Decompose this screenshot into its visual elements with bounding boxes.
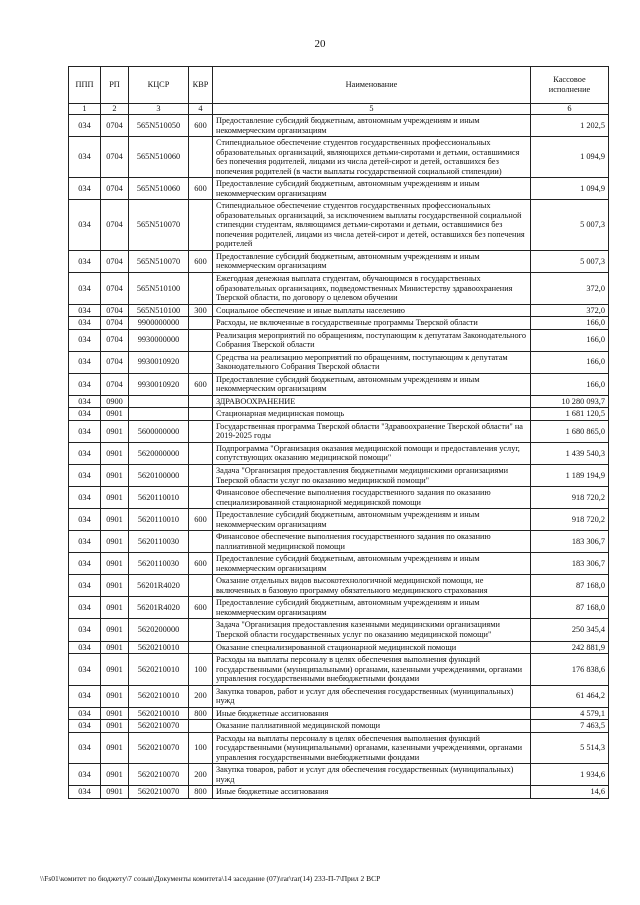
column-number-row	[69, 104, 609, 115]
cell-rp: 0704	[101, 178, 129, 200]
cell-ppp: 034	[69, 317, 101, 330]
cell-kcsr: 565N510070	[129, 200, 189, 251]
cell-ppp: 034	[69, 720, 101, 733]
cell-amount: 87 168,0	[531, 575, 609, 597]
cell-kvr	[189, 575, 213, 597]
cell-kvr	[189, 395, 213, 408]
cell-rp: 0901	[101, 720, 129, 733]
cell-kvr	[189, 720, 213, 733]
cell-rp: 0704	[101, 329, 129, 351]
cell-amount: 1 681 120,5	[531, 408, 609, 421]
cell-name: Закупка товаров, работ и услуг для обеспечения государственных (муниципальных) нужд	[213, 685, 531, 707]
cell-amount: 10 280 093,7	[531, 395, 609, 408]
cell-amount: 61 464,2	[531, 685, 609, 707]
cell-rp: 0901	[101, 509, 129, 531]
cell-rp: 0901	[101, 764, 129, 786]
cell-kcsr: 565N510050	[129, 115, 189, 137]
cell-kcsr: 5620100000	[129, 465, 189, 487]
cell-amount: 1 680 865,0	[531, 420, 609, 442]
cell-kcsr: 5620210010	[129, 707, 189, 720]
cell-kcsr: 5620110010	[129, 509, 189, 531]
cell-ppp: 034	[69, 575, 101, 597]
cell-ppp: 034	[69, 553, 101, 575]
table-row	[69, 487, 609, 509]
cell-amount: 166,0	[531, 351, 609, 373]
cell-ppp: 034	[69, 764, 101, 786]
cell-kcsr: 565N510100	[129, 304, 189, 317]
cell-name: Расходы, не включенные в государственные программы Тверской области	[213, 317, 531, 330]
table-row	[69, 250, 609, 272]
cell-rp: 0901	[101, 654, 129, 686]
cell-ppp: 034	[69, 786, 101, 799]
cell-kvr	[189, 200, 213, 251]
cell-amount: 176 838,6	[531, 654, 609, 686]
cell-name: Задача "Организация предоставления казенными медицинскими организациями Тверской области государственных услуг по оказанию медицинской помощи"	[213, 619, 531, 641]
table-row	[69, 531, 609, 553]
cell-ppp: 034	[69, 641, 101, 654]
cell-rp: 0901	[101, 465, 129, 487]
cell-kvr: 600	[189, 597, 213, 619]
cell-kvr	[189, 329, 213, 351]
cell-name: Подпрограмма "Организация оказания медицинской помощи и предоставления услуг, сопутствующих оказанию медицинской помощи"	[213, 442, 531, 464]
table-row	[69, 329, 609, 351]
cell-kcsr	[129, 408, 189, 421]
cell-kvr: 200	[189, 764, 213, 786]
cell-kvr	[189, 619, 213, 641]
col-header-name: Наименование	[213, 67, 531, 104]
table-row	[69, 509, 609, 531]
cell-name: Предоставление субсидий бюджетным, автономным учреждениям и иным некоммерческим организациям	[213, 509, 531, 531]
cell-kvr: 600	[189, 178, 213, 200]
cell-ppp: 034	[69, 272, 101, 304]
cell-amount: 1 202,5	[531, 115, 609, 137]
table-row	[69, 786, 609, 799]
cell-rp: 0901	[101, 732, 129, 764]
cell-ppp: 034	[69, 707, 101, 720]
cell-kcsr: 56201R4020	[129, 575, 189, 597]
column-number: 4	[189, 104, 213, 115]
cell-name: Финансовое обеспечение выполнения государственного задания по оказанию специализированной стационарной медицинской помощи	[213, 487, 531, 509]
cell-name: Задача "Организация предоставления бюджетными медицинскими организациями Тверской области услуг по оказанию медицинской помощи"	[213, 465, 531, 487]
cell-amount: 4 579,1	[531, 707, 609, 720]
cell-kcsr: 5620110010	[129, 487, 189, 509]
cell-kvr	[189, 442, 213, 464]
cell-ppp: 034	[69, 597, 101, 619]
cell-amount: 14,6	[531, 786, 609, 799]
table-row	[69, 597, 609, 619]
cell-rp: 0901	[101, 597, 129, 619]
table-row	[69, 395, 609, 408]
cell-kvr: 600	[189, 373, 213, 395]
table-row	[69, 137, 609, 178]
cell-kvr: 300	[189, 304, 213, 317]
cell-ppp: 034	[69, 487, 101, 509]
table-row	[69, 575, 609, 597]
cell-kcsr: 9930010920	[129, 351, 189, 373]
cell-name: Расходы на выплаты персоналу в целях обеспечения выполнения функций государственными (муниципальными) органами, казенными учреждениями, органами управления государственными внебюджетными фондами	[213, 654, 531, 686]
cell-amount: 1 934,6	[531, 764, 609, 786]
cell-rp: 0704	[101, 317, 129, 330]
cell-name: Средства на реализацию мероприятий по обращениям, поступающим к депутатам Законодательного Собрания Тверской области	[213, 351, 531, 373]
cell-amount: 1 094,9	[531, 178, 609, 200]
table-row	[69, 707, 609, 720]
cell-kcsr: 5620210010	[129, 641, 189, 654]
cell-rp: 0901	[101, 575, 129, 597]
cell-name: Социальное обеспечение и иные выплаты населению	[213, 304, 531, 317]
cell-rp: 0901	[101, 553, 129, 575]
cell-kvr: 800	[189, 707, 213, 720]
cell-rp: 0901	[101, 487, 129, 509]
cell-kcsr: 5620200000	[129, 619, 189, 641]
cell-rp: 0704	[101, 272, 129, 304]
cell-kvr	[189, 531, 213, 553]
cell-ppp: 034	[69, 329, 101, 351]
cell-kvr: 600	[189, 250, 213, 272]
cell-ppp: 034	[69, 395, 101, 408]
cell-amount: 250 345,4	[531, 619, 609, 641]
cell-amount: 1 094,9	[531, 137, 609, 178]
cell-amount: 183 306,7	[531, 531, 609, 553]
table-row	[69, 619, 609, 641]
cell-name: Стипендиальное обеспечение студентов государственных профессиональных образовательных организаций, за исключением выплаты государственной социальной стипендии студентам, являющимся детьми-сиротами и детьми, оставшимися без попечения родителей, лицами из числа детей-сирот и детей, оставшихся без попечения родителей	[213, 200, 531, 251]
cell-ppp: 034	[69, 654, 101, 686]
cell-rp: 0901	[101, 420, 129, 442]
cell-rp: 0901	[101, 685, 129, 707]
cell-rp: 0900	[101, 395, 129, 408]
table-row	[69, 115, 609, 137]
cell-kvr: 200	[189, 685, 213, 707]
cell-kcsr: 5620210010	[129, 685, 189, 707]
cell-amount: 87 168,0	[531, 597, 609, 619]
cell-ppp: 034	[69, 178, 101, 200]
cell-kvr	[189, 420, 213, 442]
cell-name: Стационарная медицинская помощь	[213, 408, 531, 421]
column-number: 3	[129, 104, 189, 115]
cell-ppp: 034	[69, 351, 101, 373]
cell-ppp: 034	[69, 531, 101, 553]
cell-kcsr: 5620210070	[129, 720, 189, 733]
cell-ppp: 034	[69, 408, 101, 421]
cell-rp: 0704	[101, 137, 129, 178]
table-row	[69, 465, 609, 487]
cell-kvr: 800	[189, 786, 213, 799]
cell-name: Предоставление субсидий бюджетным, автономным учреждениям и иным некоммерческим организациям	[213, 178, 531, 200]
cell-kcsr: 565N510060	[129, 137, 189, 178]
cell-kcsr: 565N510100	[129, 272, 189, 304]
column-number: 1	[69, 104, 101, 115]
cell-name: Оказание специализированной стационарной медицинской помощи	[213, 641, 531, 654]
table-row	[69, 732, 609, 764]
cell-name: Предоставление субсидий бюджетным, автономным учреждениям и иным некоммерческим организациям	[213, 373, 531, 395]
cell-rp: 0901	[101, 408, 129, 421]
cell-ppp: 034	[69, 304, 101, 317]
cell-kcsr: 9900000000	[129, 317, 189, 330]
cell-ppp: 034	[69, 619, 101, 641]
cell-ppp: 034	[69, 420, 101, 442]
cell-name: Оказание отдельных видов высокотехнологичной медицинской помощи, не включенных в базовую программу обязательного медицинского страхования	[213, 575, 531, 597]
cell-kvr: 600	[189, 553, 213, 575]
cell-amount: 1 439 540,3	[531, 442, 609, 464]
cell-ppp: 034	[69, 137, 101, 178]
column-number: 2	[101, 104, 129, 115]
table-row	[69, 685, 609, 707]
cell-kcsr: 565N510070	[129, 250, 189, 272]
table-row	[69, 420, 609, 442]
cell-kcsr: 5620110030	[129, 553, 189, 575]
cell-name: Государственная программа Тверской области "Здравоохранение Тверской области" на 2019-2025 годы	[213, 420, 531, 442]
cell-rp: 0704	[101, 200, 129, 251]
cell-rp: 0704	[101, 304, 129, 317]
cell-kvr	[189, 272, 213, 304]
col-header-rp: РП	[101, 67, 129, 104]
cell-name: Стипендиальное обеспечение студентов государственных профессиональных образовательных организаций, являющихся детьми-сиротами и детьми, оставшимися без попечения родителей, лицами из числа детей-сирот и детей, оставшихся без попечения родителей (в части выплаты государственной социальной стипендии)	[213, 137, 531, 178]
cell-name: Финансовое обеспечение выполнения государственного задания по оказанию паллиативной медицинской помощи	[213, 531, 531, 553]
table-row	[69, 178, 609, 200]
cell-kvr: 600	[189, 509, 213, 531]
cell-kcsr: 5620210010	[129, 654, 189, 686]
table-row	[69, 304, 609, 317]
cell-kvr: 100	[189, 654, 213, 686]
column-number: 6	[531, 104, 609, 115]
cell-kcsr: 5620000000	[129, 442, 189, 464]
cell-rp: 0901	[101, 641, 129, 654]
cell-amount: 5 514,3	[531, 732, 609, 764]
cell-rp: 0901	[101, 531, 129, 553]
cell-kcsr: 9930010920	[129, 373, 189, 395]
cell-kvr	[189, 317, 213, 330]
table-header-row	[69, 67, 609, 104]
cell-name: Предоставление субсидий бюджетным, автономным учреждениям и иным некоммерческим организациям	[213, 597, 531, 619]
cell-kvr	[189, 351, 213, 373]
cell-name: Иные бюджетные ассигнования	[213, 786, 531, 799]
cell-name: Расходы на выплаты персоналу в целях обеспечения выполнения функций государственными (муниципальными) органами, казенными учреждениями, органами управления государственными внебюджетными фондами	[213, 732, 531, 764]
cell-kcsr: 56201R4020	[129, 597, 189, 619]
cell-kcsr: 5600000000	[129, 420, 189, 442]
column-number: 5	[213, 104, 531, 115]
cell-kcsr: 5620210070	[129, 764, 189, 786]
cell-amount: 242 881,9	[531, 641, 609, 654]
cell-amount: 372,0	[531, 304, 609, 317]
cell-name: Иные бюджетные ассигнования	[213, 707, 531, 720]
cell-kcsr: 5620210070	[129, 786, 189, 799]
cell-kcsr: 9930000000	[129, 329, 189, 351]
table-row	[69, 442, 609, 464]
cell-rp: 0704	[101, 115, 129, 137]
table-row	[69, 373, 609, 395]
cell-kvr	[189, 487, 213, 509]
cell-kvr: 600	[189, 115, 213, 137]
cell-amount: 372,0	[531, 272, 609, 304]
cell-ppp: 034	[69, 509, 101, 531]
col-header-kcsr: КЦСР	[129, 67, 189, 104]
cell-name: Предоставление субсидий бюджетным, автономным учреждениям и иным некоммерческим организациям	[213, 115, 531, 137]
cell-amount: 183 306,7	[531, 553, 609, 575]
cell-ppp: 034	[69, 250, 101, 272]
cell-ppp: 034	[69, 732, 101, 764]
cell-ppp: 034	[69, 373, 101, 395]
cell-rp: 0704	[101, 373, 129, 395]
cell-rp: 0901	[101, 786, 129, 799]
table-body	[69, 115, 609, 799]
cell-name: Ежегодная денежная выплата студентам, обучающимся в государственных образовательных организациях, подведомственных Министерству здравоохранения Тверской области, по договору о целевом обучении	[213, 272, 531, 304]
cell-ppp: 034	[69, 115, 101, 137]
table-row	[69, 408, 609, 421]
file-path-footer: \\Fs01\комитет по бюджету\7 созыв\Документы комитета\14 заседание (07)\rar\rar(14) 233-П-7\Прил 2 ВСР	[40, 874, 381, 883]
cell-amount: 918 720,2	[531, 509, 609, 531]
cell-amount: 166,0	[531, 373, 609, 395]
cell-ppp: 034	[69, 200, 101, 251]
cell-ppp: 034	[69, 442, 101, 464]
cell-kvr	[189, 137, 213, 178]
cell-amount: 166,0	[531, 329, 609, 351]
cell-kcsr	[129, 395, 189, 408]
cell-rp: 0704	[101, 351, 129, 373]
table-row	[69, 720, 609, 733]
cell-kvr	[189, 465, 213, 487]
cell-name: Закупка товаров, работ и услуг для обеспечения государственных (муниципальных) нужд	[213, 764, 531, 786]
cell-name: ЗДРАВООХРАНЕНИЕ	[213, 395, 531, 408]
expenditure-table	[68, 66, 609, 799]
cell-amount: 1 189 194,9	[531, 465, 609, 487]
cell-rp: 0901	[101, 442, 129, 464]
cell-amount: 5 007,3	[531, 200, 609, 251]
table-row	[69, 654, 609, 686]
cell-amount: 918 720,2	[531, 487, 609, 509]
cell-rp: 0901	[101, 707, 129, 720]
cell-kcsr: 565N510060	[129, 178, 189, 200]
cell-kvr	[189, 641, 213, 654]
cell-ppp: 034	[69, 465, 101, 487]
cell-name: Оказание паллиативной медицинской помощи	[213, 720, 531, 733]
cell-kcsr: 5620210070	[129, 732, 189, 764]
cell-kcsr: 5620110030	[129, 531, 189, 553]
table-row	[69, 641, 609, 654]
table-row	[69, 553, 609, 575]
col-header-ppp: ППП	[69, 67, 101, 104]
table-row	[69, 351, 609, 373]
cell-amount: 166,0	[531, 317, 609, 330]
col-header-kvr: КВР	[189, 67, 213, 104]
cell-name: Реализация мероприятий по обращениям, поступающим к депутатам Законодательного Собрания Тверской области	[213, 329, 531, 351]
cell-rp: 0901	[101, 619, 129, 641]
table-row	[69, 317, 609, 330]
cell-kvr	[189, 408, 213, 421]
cell-name: Предоставление субсидий бюджетным, автономным учреждениям и иным некоммерческим организациям	[213, 250, 531, 272]
cell-rp: 0704	[101, 250, 129, 272]
cell-amount: 7 463,5	[531, 720, 609, 733]
cell-name: Предоставление субсидий бюджетным, автономным учреждениям и иным некоммерческим организациям	[213, 553, 531, 575]
cell-ppp: 034	[69, 685, 101, 707]
table-row	[69, 200, 609, 251]
cell-kvr: 100	[189, 732, 213, 764]
col-header-amount: Кассовое исполнение	[531, 67, 609, 104]
page-number: 20	[314, 38, 326, 50]
table-row	[69, 272, 609, 304]
cell-amount: 5 007,3	[531, 250, 609, 272]
table-row	[69, 764, 609, 786]
